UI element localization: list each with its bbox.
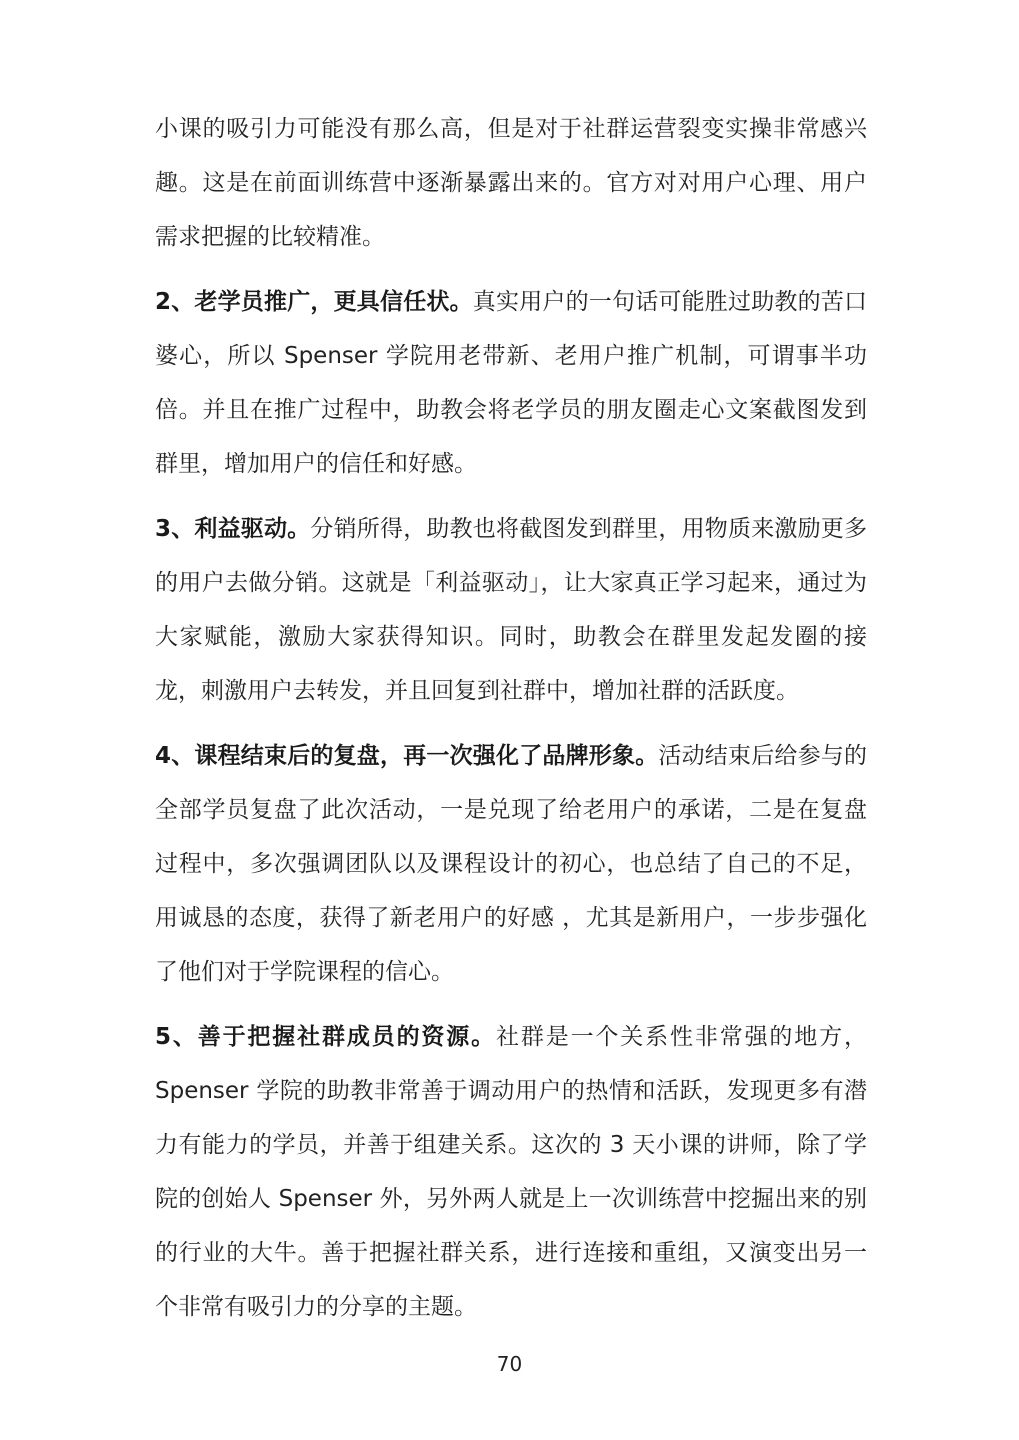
paragraph-5-text: 社群是一个关系性非常强的地方，Spenser 学院的助教非常善于调动用户的热情和活跃，发现更多有潜力有能力的学员，并善于组建关系。这次的 3 天小课的讲师，除了学院的创始人 Spenser 外，另外两人就是上一次训练营中挖掘出来的别的行业的大牛。善于把握社群关系，进行连接和重组，又演变出另一个非常有吸引力的分享的主题。 [155, 1024, 867, 1320]
paragraph-2-text: 真实用户的一句话可能胜过助教的苦口婆心，所以 Spenser 学院用老带新、老用户推广机制，可谓事半功倍。并且在推广过程中，助教会将老学员的朋友圈走心文案截图发到群里，增加用户的信任和好感。 [155, 289, 867, 477]
paragraph-1-text: 小课的吸引力可能没有那么高，但是对于社群运营裂变实操非常感兴趣。这是在前面训练营中逐渐暴露出来的。官方对对用户心理、用户需求把握的比较精准。 [155, 116, 867, 250]
paragraph-3-heading: 3、利益驱动。 [155, 516, 311, 542]
page-number: 70 [496, 1352, 523, 1376]
paragraph-2-heading: 2、老学员推广，更具信任状。 [155, 289, 473, 315]
paragraph-4-heading: 4、课程结束后的复盘，再一次强化了品牌形象。 [155, 743, 659, 769]
page-body [155, 102, 867, 1345]
paragraph-3 [155, 502, 867, 718]
paragraph-1 [155, 102, 867, 264]
paragraph-4 [155, 729, 867, 999]
paragraph-5-heading: 5、善于把握社群成员的资源。 [155, 1024, 496, 1050]
paragraph-4-text: 活动结束后给参与的全部学员复盘了此次活动，一是兑现了给老用户的承诺，二是在复盘过程中，多次强调团队以及课程设计的初心，也总结了自己的不足，用诚恳的态度，获得了新老用户的好感 ，尤其是新用户，一步步强化了他们对于学院课程的信心。 [155, 743, 868, 985]
paragraph-2 [155, 275, 867, 491]
paragraph-3-text: 分销所得，助教也将截图发到群里，用物质来激励更多的用户去做分销。这就是「利益驱动」，让大家真正学习起来，通过为大家赋能，激励大家获得知识。同时，助教会在群里发起发圈的接龙，刺激用户去转发，并且回复到社群中，增加社群的活跃度。 [155, 516, 867, 704]
paragraph-5 [155, 1010, 867, 1334]
